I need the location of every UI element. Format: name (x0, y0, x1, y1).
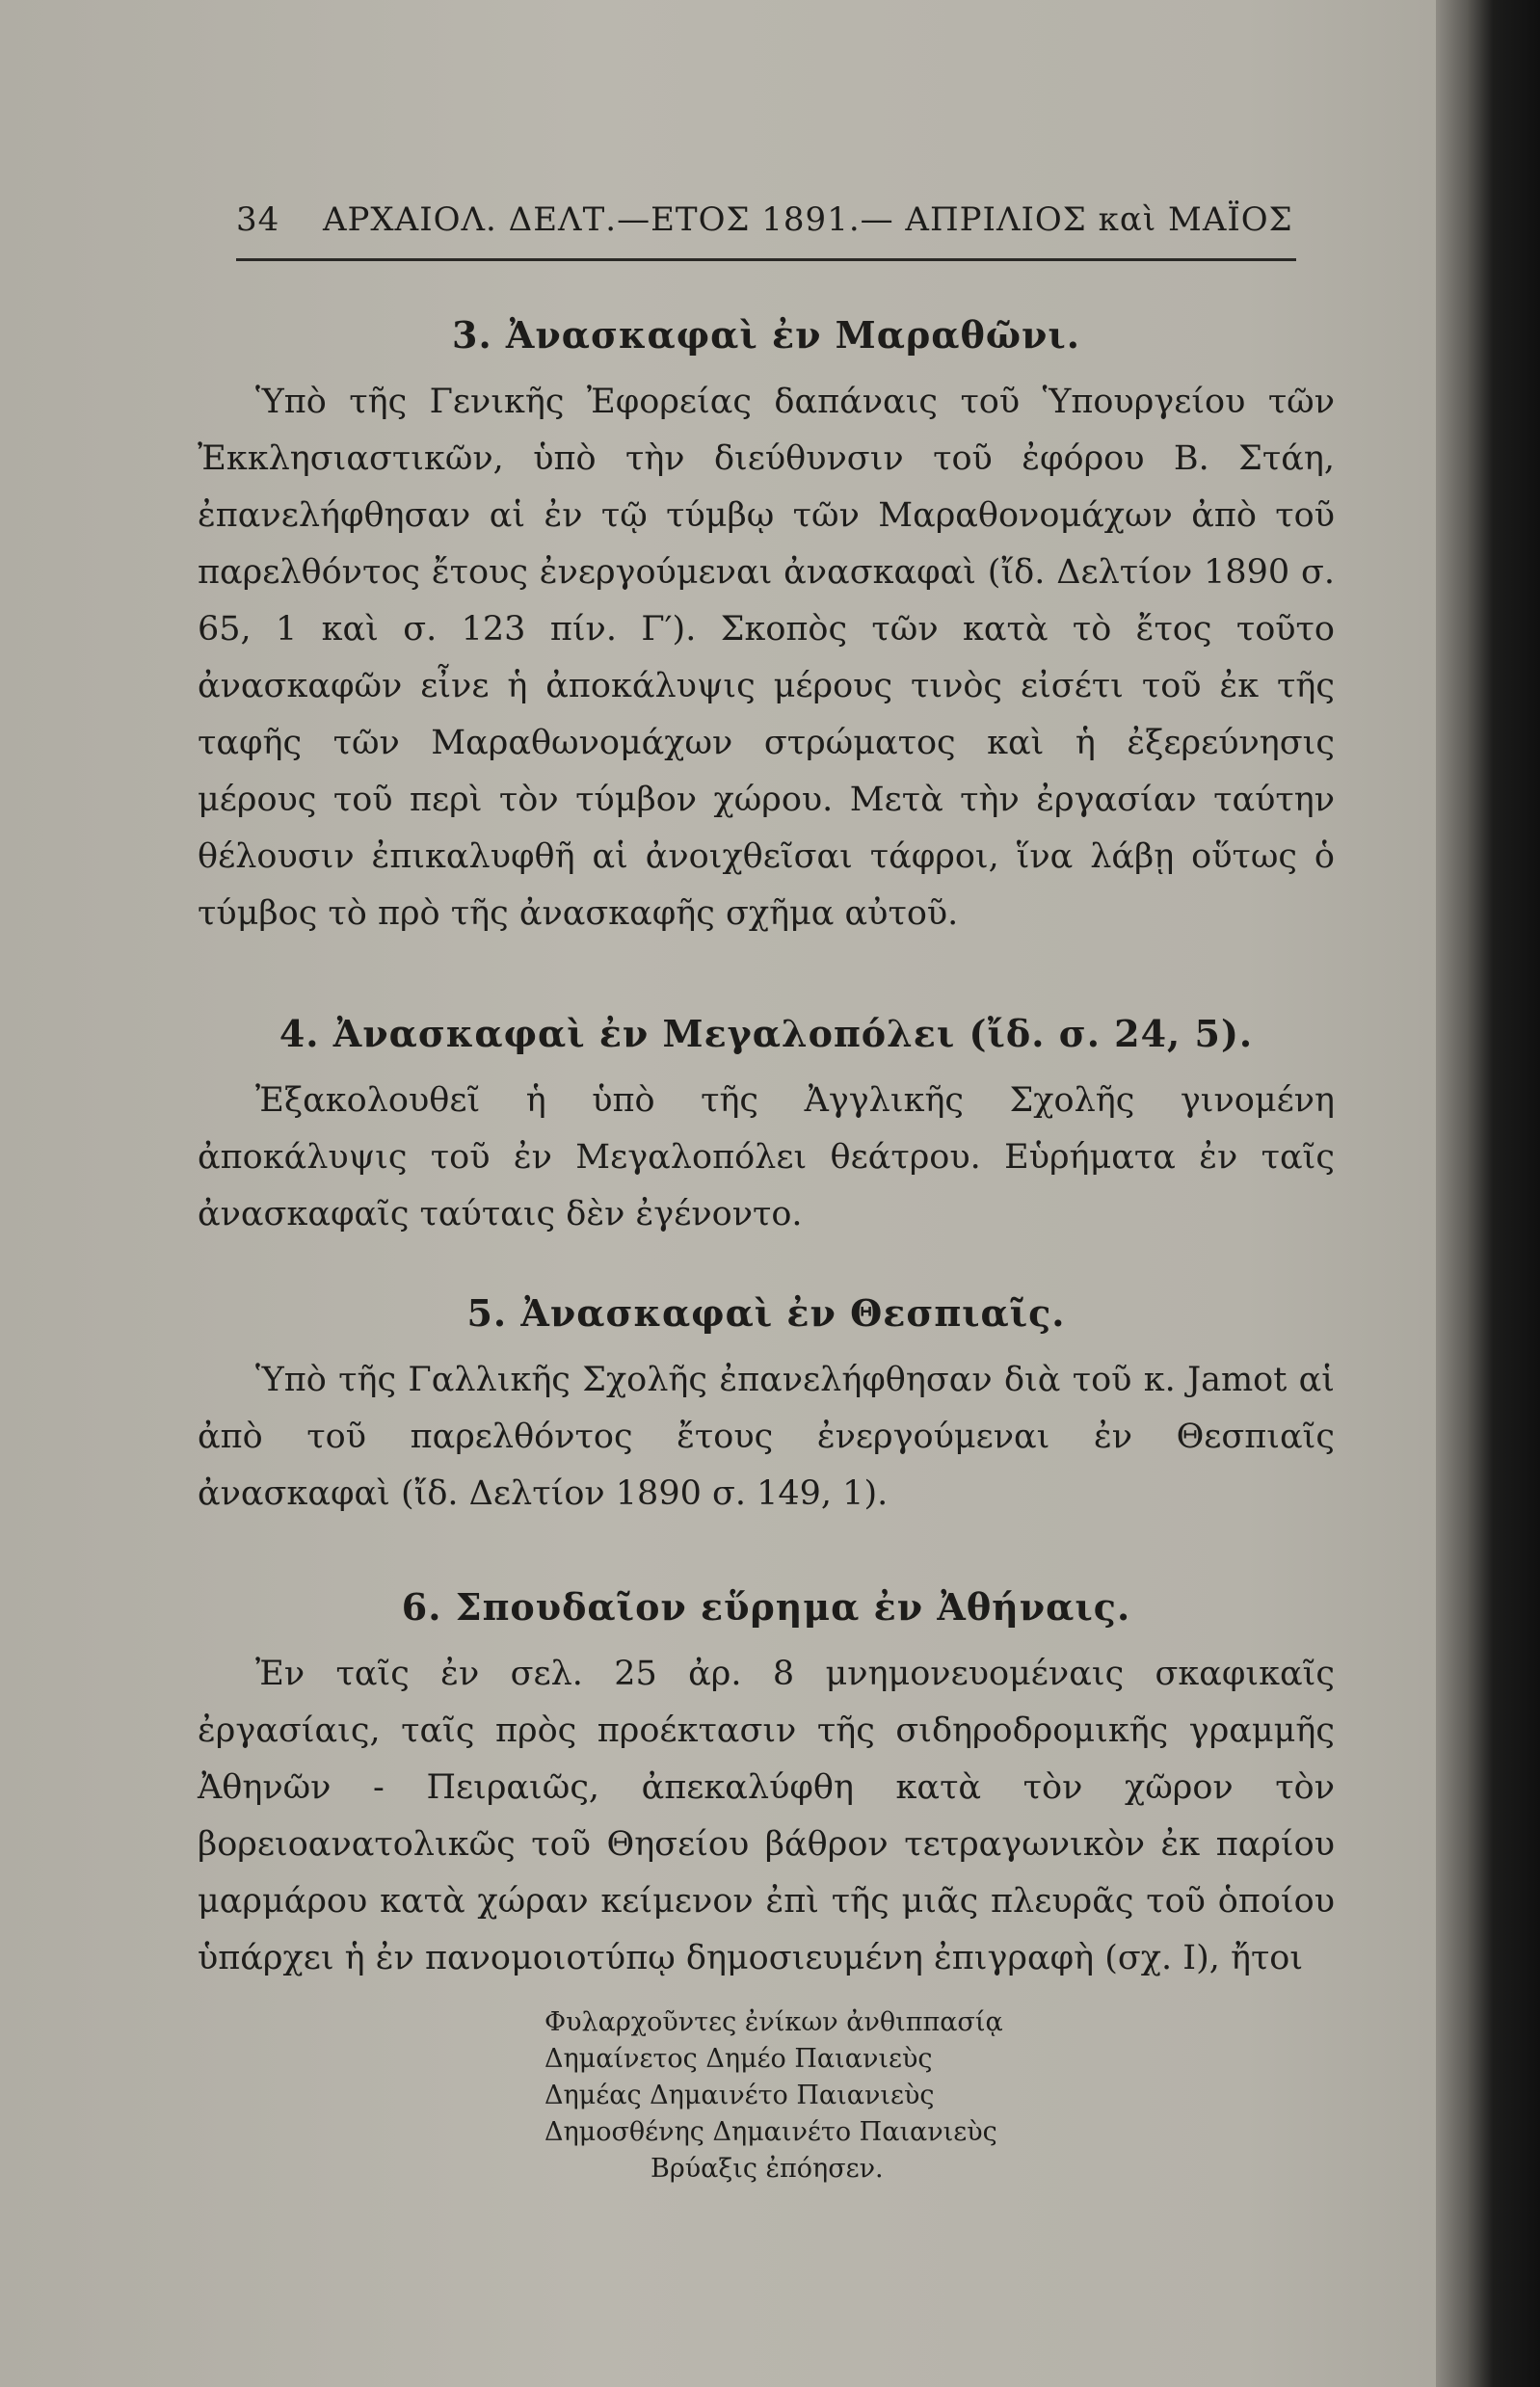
running-head (198, 193, 1335, 251)
section-heading: 4. Ἀνασκαφαὶ ἐν Μεγαλοπόλει (ἴδ. σ. 24, 5). (279, 1012, 1254, 1055)
inscription-line: Δημέας Δημαινέτο Παιανιεὺς (544, 2081, 935, 2110)
inscription-line: Δημοσθένης Δημαινέτο Παιανιεὺς (544, 2117, 997, 2147)
section-heading: 6. Σπουδαῖον εὕρημα ἐν Ἀθήναις. (401, 1585, 1131, 1629)
inscription-line: Φυλαρχοῦντες ἐνίκων ἀνθιππασίᾳ (544, 2007, 1003, 2037)
section-megalopolis (198, 1012, 1335, 1243)
section-text: Ἐξακολουθεῖ ἡ ὑπὸ τῆς Ἀγγλικῆς Σχολῆς γινομένη ἀποκάλυψις τοῦ ἐν Μεγαλοπόλει θεάτρου. Εὑρήματα ἐν ταῖς ἀνασκαφαῖς ταύταις δὲν ἐγένοντο. (198, 1081, 1335, 1233)
section-thespiai (198, 1291, 1335, 1523)
section-text: Ὑπὸ τῆς Γαλλικῆς Σχολῆς ἐπανελήφθησαν διὰ τοῦ κ. Jamot αἱ ἀπὸ τοῦ παρελθόντος ἔτους ἐνεργούμεναι ἐν Θεσπιαῖς ἀνασκαφαὶ (ἴδ. Δελτίον 1890 σ. 149, 1). (198, 1361, 1335, 1513)
page-content (198, 193, 1335, 2184)
section-marathon (198, 313, 1335, 942)
header-rule (236, 258, 1296, 261)
section-athens-find (198, 1585, 1335, 1987)
section-heading: 3. Ἀνασκαφαὶ ἐν Μαραθῶνι. (452, 313, 1080, 357)
inscription-block (544, 2004, 1123, 2188)
page-binding-shadow (1436, 0, 1540, 2387)
inscription-line: Δημαίνετος Δημέο Παιανιεὺς (544, 2044, 933, 2074)
inscription-line: Βρύαξις ἐπόησεν. (651, 2154, 884, 2184)
running-title: ΑΡΧΑΙΟΛ. ΔΕΛΤ.—ΕΤΟΣ 1891.— ΑΠΡΙΛΙΟΣ καὶ ΜΑΪΟΣ (323, 200, 1293, 239)
section-text: Ἐν ταῖς ἐν σελ. 25 ἀρ. 8 μνημονευομέναις σκαφικαῖς ἐργασίαις, ταῖς πρὸς προέκτασιν τῆς σιδηροδρομικῆς γραμμῆς Ἀθηνῶν - Πειραιῶς, ἀπεκαλύφθη κατὰ τὸν χῶρον τὸν βορειοανατολικῶς τοῦ Θησείου βάθρον τετραγωνικὸν ἐκ παρίου μαρμάρου κατὰ χώραν κείμενον ἐπὶ τῆς μιᾶς πλευρᾶς τοῦ ὁποίου ὑπάρχει ἡ ἐν πανομοιοτύπῳ δημοσιευμένη ἐπιγραφὴ (σχ. Ι), ἤτοι (198, 1655, 1335, 1977)
section-heading: 5. Ἀνασκαφαὶ ἐν Θεσπιαῖς. (466, 1291, 1066, 1335)
page-number: 34 (236, 200, 280, 239)
section-text: Ὑπὸ τῆς Γενικῆς Ἐφορείας δαπάναις τοῦ Ὑπουργείου τῶν Ἐκκλησιαστικῶν, ὑπὸ τὴν διεύθυνσιν τοῦ ἐφόρου Β. Στάη, ἐπανελήφθησαν αἱ ἐν τῷ τύμβῳ τῶν Μαραθονομάχων ἀπὸ τοῦ παρελθόντος ἔτους ἐνεργούμεναι ἀνασκαφαὶ (ἴδ. Δελτίον 1890 σ. 65, 1 καὶ σ. 123 πίν. Γ′). Σκοπὸς τῶν κατὰ τὸ ἔτος τοῦτο ἀνασκαφῶν εἶνε ἡ ἀποκάλυψις μέρους τινὸς εἰσέτι τοῦ ἐκ τῆς ταφῆς τῶν Μαραθωνομάχων στρώματος καὶ ἡ ἐξερεύνησις μέρους τοῦ περὶ τὸν τύμβον χώρου. Μετὰ τὴν ἐργασίαν ταύτην θέλουσιν ἐπικαλυφθῆ αἱ ἀνοιχθεῖσαι τάφροι, ἵνα λάβῃ οὕτως ὁ τύμβος τὸ πρὸ τῆς ἀνασκαφῆς σχῆμα αὐτοῦ. (198, 383, 1335, 933)
